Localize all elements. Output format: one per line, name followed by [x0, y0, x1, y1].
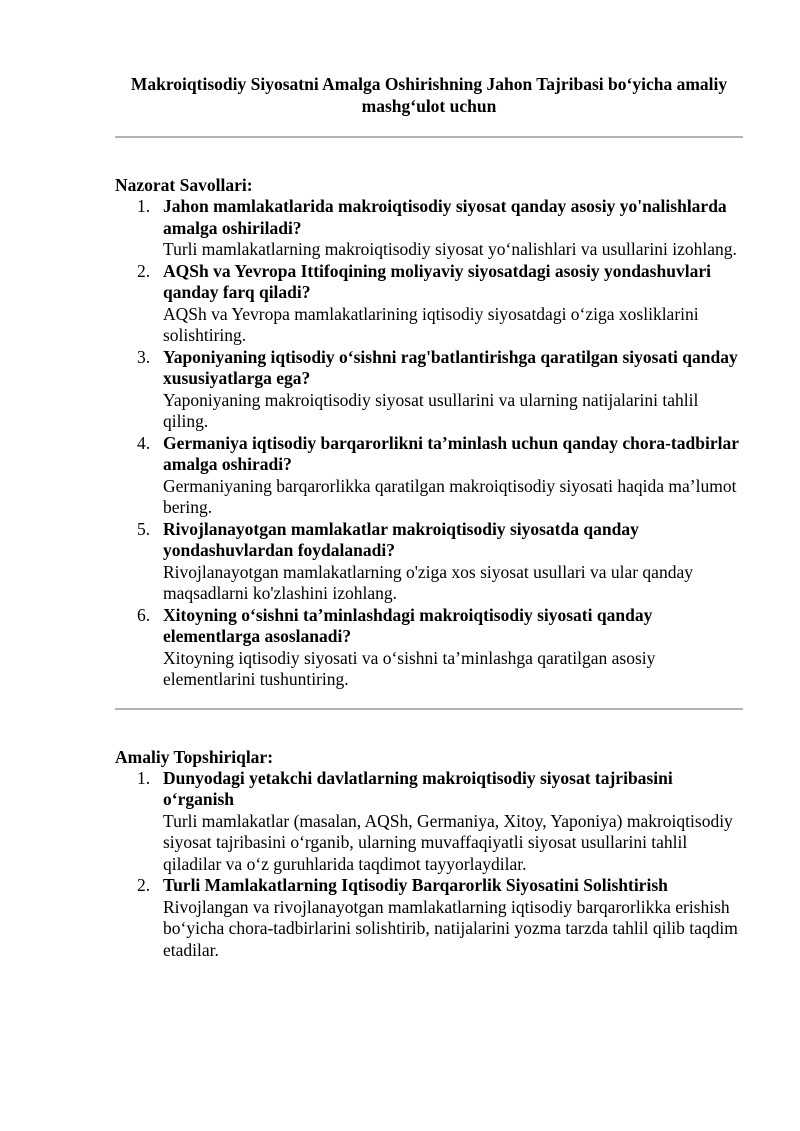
list-item-description: Xitoyning iqtisodiy siyosati va o‘sishni ta’minlashga qaratilgan asosiy elementlarini tushuntiring.	[163, 647, 656, 689]
list-item-title: Turli Mamlakatlarning Iqtisodiy Barqarorlik Siyosatini Solishtirish	[163, 875, 668, 895]
list-item-number: 3.	[137, 346, 151, 367]
section-heading-practical-tasks: Amaliy Topshiriqlar:	[115, 746, 274, 767]
list-item	[115, 519, 743, 605]
list-item-title: Jahon mamlakatlarida makroiqtisodiy siyosat qanday asosiy yo'nalishlarda amalga oshiriladi?	[163, 196, 727, 238]
list-item-title: AQSh va Yevropa Ittifoqining moliyaviy siyosatdagi asosiy yondashuvlari qanday farq qiladi?	[163, 260, 711, 302]
list-item	[115, 196, 743, 261]
list-item	[115, 347, 743, 433]
section-heading-control-questions: Nazorat Savollari:	[115, 175, 253, 195]
list-item-description: Rivojlangan va rivojlanayotgan mamlakatlarning iqtisodiy barqarorlikka erishish bo‘yicha chora-tadbirlarini solishtirib, natijalarini yozma tarzda tahlil qilib taqdim etadilar.	[163, 896, 738, 960]
divider	[115, 708, 743, 710]
list-item	[115, 433, 743, 519]
list-item-number: 6.	[137, 604, 151, 625]
list-item	[115, 768, 743, 876]
list-item-title: Xitoyning o‘sishni ta’minlashdagi makroiqtisodiy siyosati qanday elementlarga asoslanadi?	[163, 604, 653, 646]
list-item	[115, 875, 743, 961]
list-item-title: Germaniya iqtisodiy barqarorlikni ta’minlash uchun qanday chora-tadbirlar amalga oshiradi?	[163, 432, 739, 474]
list-item-number: 1.	[137, 196, 151, 216]
list-item-number: 5.	[137, 518, 151, 539]
document-title: Makroiqtisodiy Siyosatni Amalga Oshirishning Jahon Tajribasi bo‘yicha amaliy mashg‘ulot uchun	[130, 74, 728, 116]
list-item-title: Rivojlanayotgan mamlakatlar makroiqtisodiy siyosatda qanday yondashuvlardan foydalanadi?	[163, 518, 639, 560]
control-questions-list	[115, 196, 743, 691]
practical-tasks-list	[115, 768, 743, 962]
list-item	[115, 605, 743, 691]
list-item-description: Turli mamlakatlarning makroiqtisodiy siyosat yo‘nalishlari va usullarini izohlang.	[163, 239, 737, 259]
list-item-description: Rivojlanayotgan mamlakatlarning o'ziga xos siyosat usullari va ular qanday maqsadlarni ko'zlashini izohlang.	[163, 561, 693, 603]
document-page	[115, 74, 743, 961]
list-item-description: Germaniyaning barqarorlikka qaratilgan makroiqtisodiy siyosati haqida ma’lumot bering.	[163, 475, 737, 517]
list-item-number: 2.	[137, 875, 151, 895]
list-item-title: Yaponiyaning iqtisodiy o‘sishni rag'batlantirishga qaratilgan siyosati qanday xususiyatlarga ega?	[163, 346, 738, 388]
list-item-description: Yaponiyaning makroiqtisodiy siyosat usullarini va ularning natijalarini tahlil qiling.	[163, 389, 699, 431]
divider	[115, 136, 743, 138]
list-item-number: 1.	[137, 767, 151, 788]
list-item-description: Turli mamlakatlar (masalan, AQSh, Germaniya, Xitoy, Yaponiya) makroiqtisodiy siyosat tajribasini o‘rganib, ularning muvaffaqiyatli siyosat usullarini tahlil qiladilar va o‘z guruhlarida taqdimot tayyorlaydilar.	[163, 810, 733, 874]
list-item-number: 2.	[137, 260, 151, 281]
list-item-title: Dunyodagi yetakchi davlatlarning makroiqtisodiy siyosat tajribasini o‘rganish	[163, 767, 673, 809]
list-item-number: 4.	[137, 432, 151, 453]
list-item-description: AQSh va Yevropa mamlakatlarining iqtisodiy siyosatdagi o‘ziga xosliklarini solishtiring.	[163, 303, 699, 345]
list-item	[115, 261, 743, 347]
